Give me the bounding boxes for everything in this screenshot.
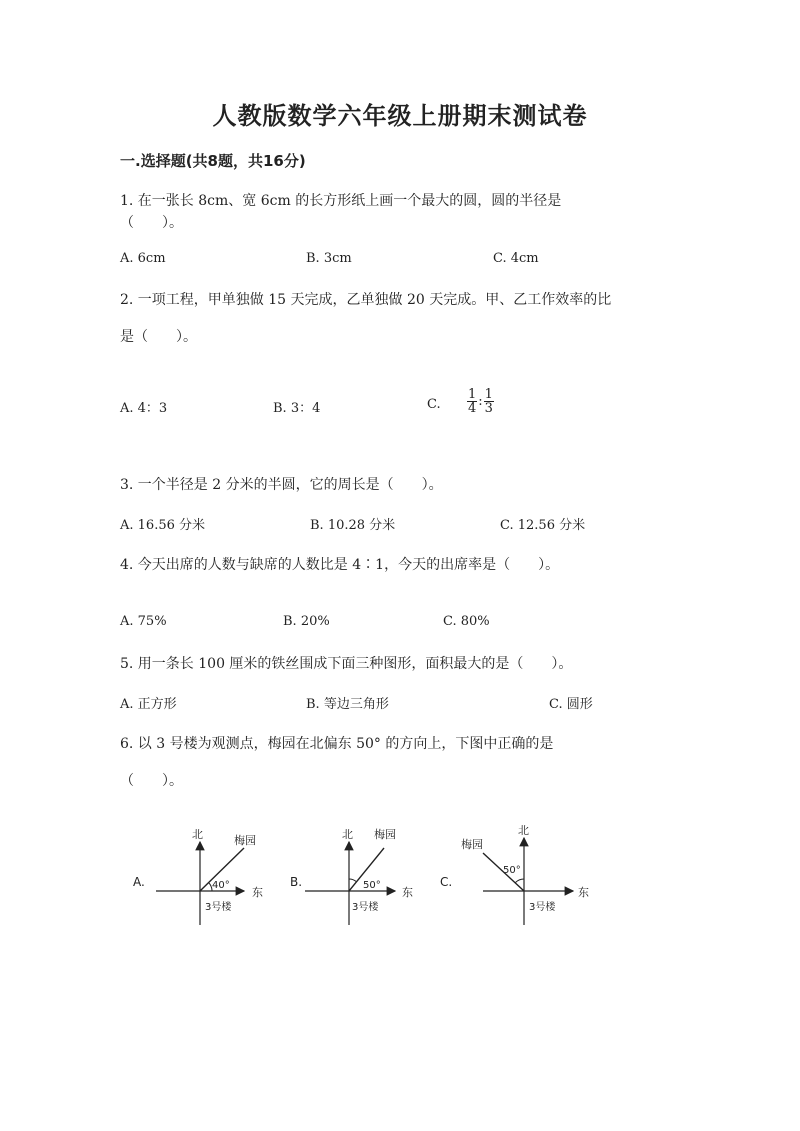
question-2-line-2: 是（ ）。 xyxy=(120,329,197,345)
origin-label: 3号楼 xyxy=(529,902,556,913)
north-label: 北 xyxy=(518,824,529,837)
east-label: 东 xyxy=(578,886,589,899)
question-1-option-c: C. 4cm xyxy=(493,251,539,266)
question-3-option-a: A. 16.56 分米 xyxy=(120,518,206,533)
fraction-denominator: 3 xyxy=(484,401,493,416)
fraction-denominator: 4 xyxy=(468,401,477,416)
question-1-line-1: 1. 在一张长 8cm、宽 6cm 的长方形纸上画一个最大的圆，圆的半径是 xyxy=(120,193,562,209)
page-title: 人教版数学六年级上册期末测试卷 xyxy=(212,102,588,130)
origin-label: 3号楼 xyxy=(352,902,379,913)
question-2-option-a: A. 4：3 xyxy=(120,401,168,416)
angle-arc xyxy=(349,879,357,882)
question-6-line-2: （ ）。 xyxy=(120,773,183,789)
question-5-option-c: C. 圆形 xyxy=(549,697,593,712)
question-5-option-a: A. 正方形 xyxy=(120,697,177,712)
question-4-option-a: A. 75% xyxy=(120,614,167,629)
question-2-option-c: C. xyxy=(427,397,441,412)
question-4-option-c: C. 80% xyxy=(443,614,490,629)
east-label: 东 xyxy=(252,886,263,899)
origin-label: 3号楼 xyxy=(205,902,232,913)
diagram-b xyxy=(290,827,413,925)
question-1-option-a: A. 6cm xyxy=(120,251,166,266)
angle-label: 40° xyxy=(212,880,230,891)
question-1-option-b: B. 3cm xyxy=(306,251,352,266)
east-label: 东 xyxy=(402,886,413,899)
north-label: 北 xyxy=(192,828,203,841)
question-5-option-b: B. 等边三角形 xyxy=(306,697,389,712)
angle-label: 50° xyxy=(363,880,381,891)
diagram-c-option-label: C. xyxy=(440,875,453,889)
angle-label: 50° xyxy=(503,865,521,876)
angle-arc xyxy=(516,879,525,883)
fraction-numerator: 1 xyxy=(484,387,493,402)
target-label: 梅园 xyxy=(461,838,483,851)
question-3-line-1: 3. 一个半径是 2 分米的半圆，它的周长是（ ）。 xyxy=(120,477,443,493)
diagram-c xyxy=(440,824,589,925)
target-label: 梅园 xyxy=(374,828,396,841)
fraction-numerator: 1 xyxy=(468,387,477,402)
question-5-line-1: 5. 用一条长 100 厘米的铁丝围成下面三种图形，面积最大的是（ ）。 xyxy=(120,656,573,672)
diagram-a xyxy=(133,828,263,925)
section-heading: 一.选择题(共8题，共16分) xyxy=(120,152,306,170)
question-3-option-c: C. 12.56 分米 xyxy=(500,518,586,533)
diagram-b-option-label: B. xyxy=(290,875,303,889)
ratio-separator: : xyxy=(478,394,483,409)
question-6-line-1: 6. 以 3 号楼为观测点，梅园在北偏东 50° 的方向上，下图中正确的是 xyxy=(120,736,554,752)
question-1-line-2: （ ）。 xyxy=(120,215,183,231)
target-label: 梅园 xyxy=(234,834,256,847)
question-4-option-b: B. 20% xyxy=(283,614,330,629)
question-2-option-b: B. 3：4 xyxy=(273,401,321,416)
question-3-option-b: B. 10.28 分米 xyxy=(310,518,396,533)
question-4-line-1: 4. 今天出席的人数与缺席的人数比是 4∶1，今天的出席率是（ ）。 xyxy=(120,557,560,573)
question-2-line-1: 2. 一项工程，甲单独做 15 天完成，乙单独做 20 天完成。甲、乙工作效率的比 xyxy=(120,292,612,308)
north-label: 北 xyxy=(342,828,353,841)
diagram-a-option-label: A. xyxy=(133,875,145,889)
